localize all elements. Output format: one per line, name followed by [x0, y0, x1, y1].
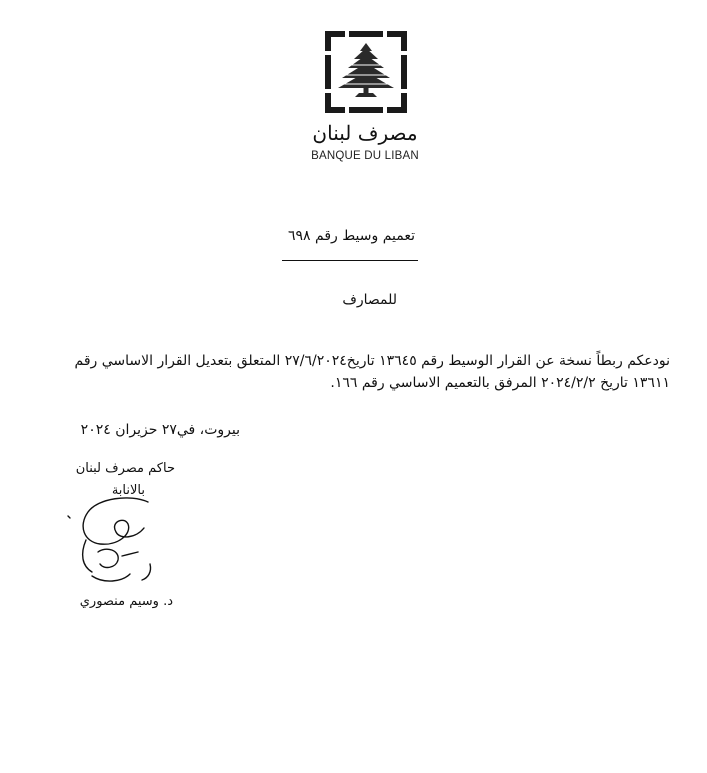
- body-paragraph: نودعكم ربطاً نسخة عن القرار الوسيط رقم ١٣٦٤٥ تاريخ٢٧/٦/٢٠٢٤ المتعلق بتعديل القرار الاساسي رقم ١٣٦١١ تاريخ ٢٠٢٤/٢/٢ المرفق بالتعميم الاساسي رقم ١٦٦.: [74, 353, 670, 391]
- handwritten-signature: [60, 480, 180, 600]
- cedar-tree-icon: [325, 31, 407, 113]
- circular-title: تعميم وسيط رقم ٦٩٨: [288, 228, 415, 244]
- addressee: للمصارف: [342, 292, 397, 308]
- place-date: بيروت، في٢٧ حزيران ٢٠٢٤: [80, 422, 240, 438]
- signatory-proxy: بالانابة: [111, 483, 145, 498]
- signatory-name: د. وسيم منصوري: [79, 594, 173, 609]
- bank-name-arabic: مصرف لبنان: [312, 121, 418, 145]
- signatory-title: حاكم مصرف لبنان: [75, 461, 175, 476]
- bank-name-french: BANQUE DU LIBAN: [311, 150, 419, 162]
- title-underline: [282, 260, 418, 261]
